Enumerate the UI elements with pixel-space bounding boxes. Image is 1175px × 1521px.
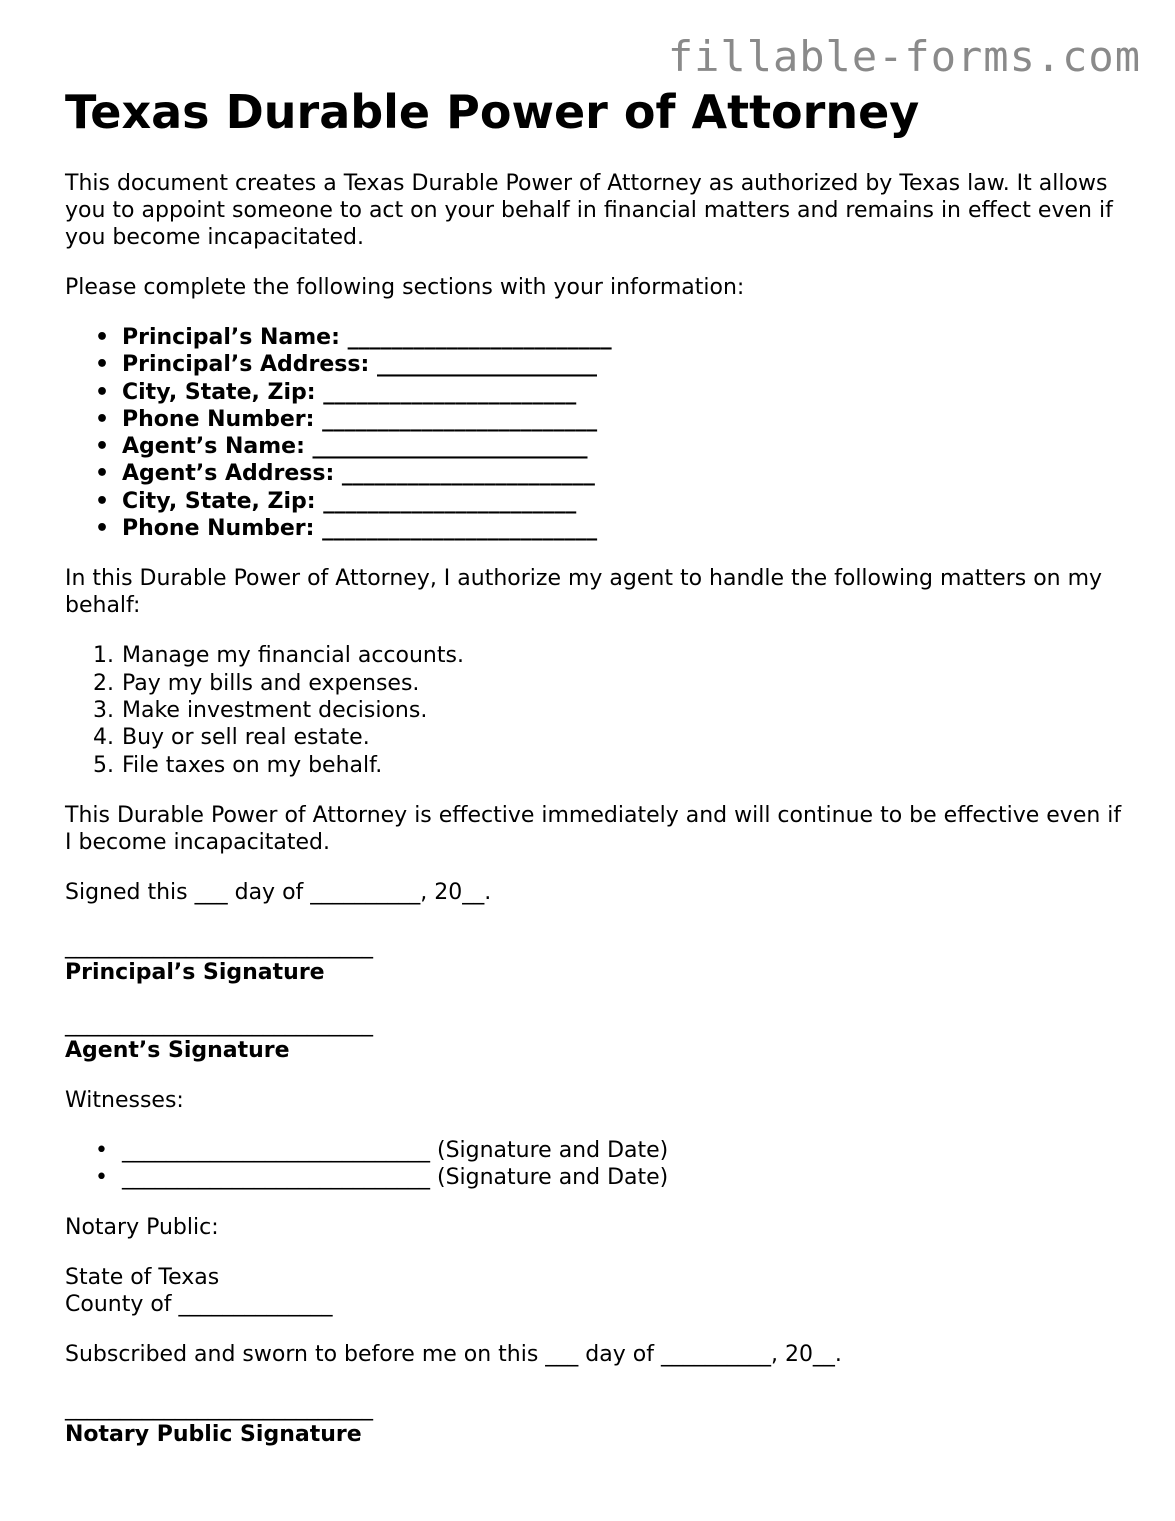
matter-number: 3. xyxy=(93,697,114,723)
document-page xyxy=(65,84,1125,1448)
matter-item xyxy=(65,752,1125,779)
witnesses-list xyxy=(65,1137,1125,1192)
signed-date-line[interactable]: Signed this ___ day of __________, 20__. xyxy=(65,879,492,905)
watermark: fillable-forms.com xyxy=(667,32,1141,81)
county-line[interactable]: County of ______________ xyxy=(65,1292,333,1318)
matter-number: 1. xyxy=(93,643,114,669)
witnesses-label: Witnesses: xyxy=(65,1087,184,1113)
principal-signature-label: Principal’s Signature xyxy=(65,959,325,985)
notary-signature-label: Notary Public Signature xyxy=(65,1422,362,1448)
field-principal-phone[interactable]: • Phone Number: _________________________ xyxy=(65,406,1125,433)
witness-signature-line[interactable]: • ____________________________ (Signature and Date) xyxy=(65,1137,1125,1164)
effective-paragraph: This Durable Power of Attorney is effective immediately and will continue to be effective even if I become incapacitated. xyxy=(65,802,1122,855)
field-agent-phone[interactable]: • Phone Number: _________________________ xyxy=(65,515,1125,542)
matter-text: Pay my bills and expenses. xyxy=(122,670,420,696)
matter-number: 4. xyxy=(93,725,114,751)
matter-text: File taxes on my behalf. xyxy=(122,752,383,778)
notary-label: Notary Public: xyxy=(65,1215,219,1241)
matter-item xyxy=(65,642,1125,669)
field-agent-name[interactable]: • Agent’s Name: _________________________ xyxy=(65,433,1125,460)
matter-text: Buy or sell real estate. xyxy=(122,725,370,751)
matters-list xyxy=(65,642,1125,778)
agent-signature-line[interactable]: ____________________________ xyxy=(65,1011,373,1037)
field-agent-address[interactable]: • Agent’s Address: _______________________ xyxy=(65,460,1125,487)
matter-item xyxy=(65,670,1125,697)
subscribed-line[interactable]: Subscribed and sworn to before me on this ___ day of __________, 20__. xyxy=(65,1342,842,1368)
authorize-paragraph: In this Durable Power of Attorney, I authorize my agent to handle the following matters on my behalf: xyxy=(65,566,1103,619)
instructions-paragraph: Please complete the following sections with your information: xyxy=(65,275,745,300)
notary-signature-line[interactable]: ____________________________ xyxy=(65,1396,373,1422)
document-title: Texas Durable Power of Attorney xyxy=(65,85,920,139)
principal-signature-line[interactable]: ____________________________ xyxy=(65,933,373,959)
state-line: State of Texas xyxy=(65,1265,220,1291)
info-fields-list xyxy=(65,324,1125,542)
matter-number: 2. xyxy=(93,670,114,696)
matter-item xyxy=(65,697,1125,724)
intro-paragraph: This document creates a Texas Durable Power of Attorney as authorized by Texas law. It allows you to appoint someone to act on your behalf in financial matters and remains in effect even if you become incapacitated. xyxy=(65,171,1113,250)
agent-signature-label: Agent’s Signature xyxy=(65,1037,290,1063)
field-principal-name[interactable]: • Principal’s Name: ________________________ xyxy=(65,324,1125,351)
matter-number: 5. xyxy=(93,752,114,778)
matter-text: Make investment decisions. xyxy=(122,697,428,723)
field-principal-city-state-zip[interactable]: • City, State, Zip: _______________________ xyxy=(65,379,1125,406)
field-agent-city-state-zip[interactable]: • City, State, Zip: _______________________ xyxy=(65,488,1125,515)
field-principal-address[interactable]: • Principal’s Address: ____________________ xyxy=(65,351,1125,378)
witness-signature-line[interactable]: • ____________________________ (Signature and Date) xyxy=(65,1164,1125,1191)
matter-item xyxy=(65,724,1125,751)
matter-text: Manage my financial accounts. xyxy=(122,643,464,669)
